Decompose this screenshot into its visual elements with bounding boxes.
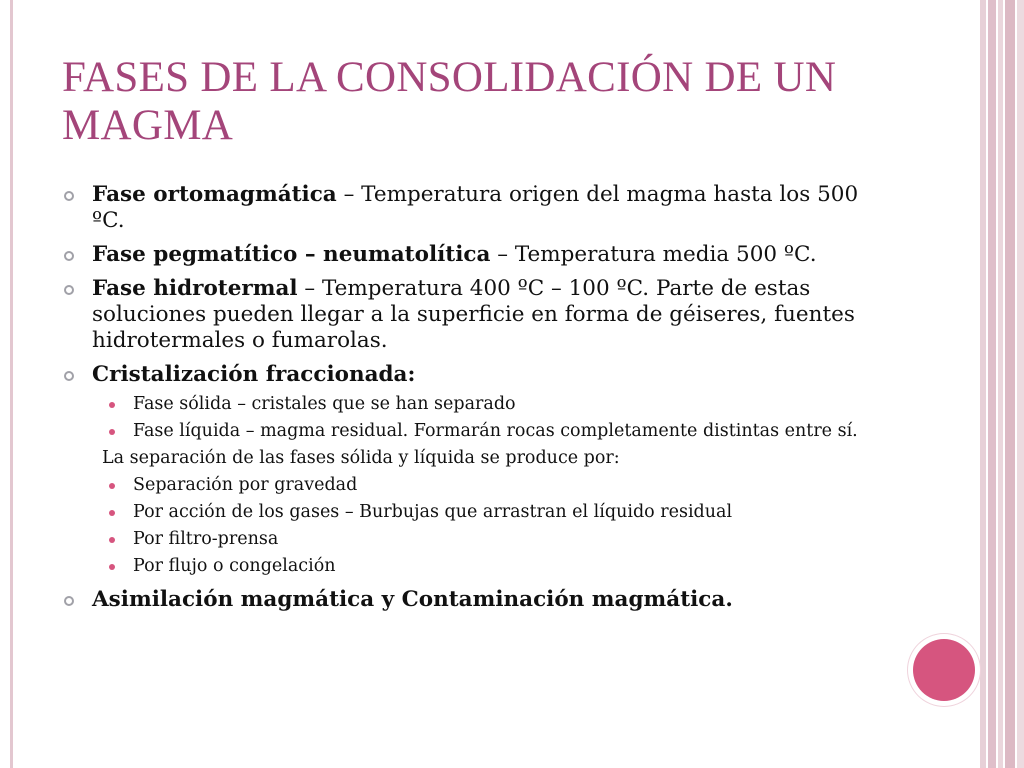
sub-list-item bbox=[64, 529, 864, 550]
item-description: – Temperatura origen del magma hasta los 500 ºC. bbox=[92, 182, 859, 233]
ring-bullet-icon bbox=[64, 596, 74, 606]
item-term: Fase ortomagmática bbox=[92, 182, 337, 207]
dot-bullet-icon bbox=[109, 510, 115, 516]
dot-bullet-icon bbox=[109, 564, 115, 570]
list-item-cristalizacion bbox=[64, 362, 864, 388]
sub-item-text: Fase líquida – magma residual. Formarán rocas completamente distintas entre sí. bbox=[133, 421, 858, 441]
sub-list-item bbox=[64, 556, 864, 577]
sub-item-text: Separación por gravedad bbox=[133, 475, 358, 495]
sub-item-text: Fase sólida – cristales que se han separado bbox=[133, 394, 516, 414]
sub-item-text: Por acción de los gases – Burbujas que arrastran el líquido residual bbox=[133, 502, 733, 522]
right-decorative-stripe bbox=[988, 0, 996, 768]
ring-bullet-icon bbox=[64, 371, 74, 381]
item-description: – Temperatura media 500 ºC. bbox=[490, 242, 817, 267]
sub-item-text: Por flujo o congelación bbox=[133, 556, 336, 576]
ring-bullet-icon bbox=[64, 191, 74, 201]
item-term: Fase pegmatítico – neumatolítica bbox=[92, 242, 491, 267]
slide-content bbox=[64, 182, 864, 621]
sub-item-text: Por filtro-prensa bbox=[133, 529, 279, 549]
right-decorative-stripe bbox=[980, 0, 986, 768]
ring-bullet-icon bbox=[64, 251, 74, 261]
item-term: Cristalización fraccionada: bbox=[92, 362, 416, 387]
item-term: Asimilación magmática y Contaminación magmática. bbox=[92, 587, 733, 612]
item-description: – Temperatura 400 ºC – 100 ºC. Parte de estas soluciones pueden llegar a la superficie en forma de géiseres, fuentes hidrotermales o fumarolas. bbox=[92, 276, 855, 353]
dot-bullet-icon bbox=[109, 429, 115, 435]
dot-bullet-icon bbox=[109, 537, 115, 543]
item-term: Fase hidrotermal bbox=[92, 276, 298, 301]
sub-list-item bbox=[64, 502, 864, 523]
accent-circle-decoration bbox=[913, 639, 975, 701]
list-item-fase-hidrotermal bbox=[64, 276, 864, 354]
right-decorative-stripe bbox=[1005, 0, 1015, 768]
sub-list-item bbox=[64, 475, 864, 496]
right-decorative-stripe bbox=[1017, 0, 1024, 768]
ring-bullet-icon bbox=[64, 285, 74, 295]
sub-list-item bbox=[64, 394, 864, 415]
dot-bullet-icon bbox=[109, 483, 115, 489]
slide-title: FASES DE LA CONSOLIDACIÓN DE UN MAGMA bbox=[62, 54, 837, 149]
right-decorative-stripe bbox=[998, 0, 1003, 768]
sub-list-item bbox=[64, 421, 864, 442]
list-item-fase-pegmatitico bbox=[64, 242, 864, 268]
list-item-fase-ortomagmatica bbox=[64, 182, 864, 234]
list-item-asimilacion bbox=[64, 587, 864, 613]
left-border-line bbox=[10, 0, 13, 768]
dot-bullet-icon bbox=[109, 402, 115, 408]
separation-intro: La separación de las fases sólida y líquida se produce por: bbox=[102, 448, 620, 468]
